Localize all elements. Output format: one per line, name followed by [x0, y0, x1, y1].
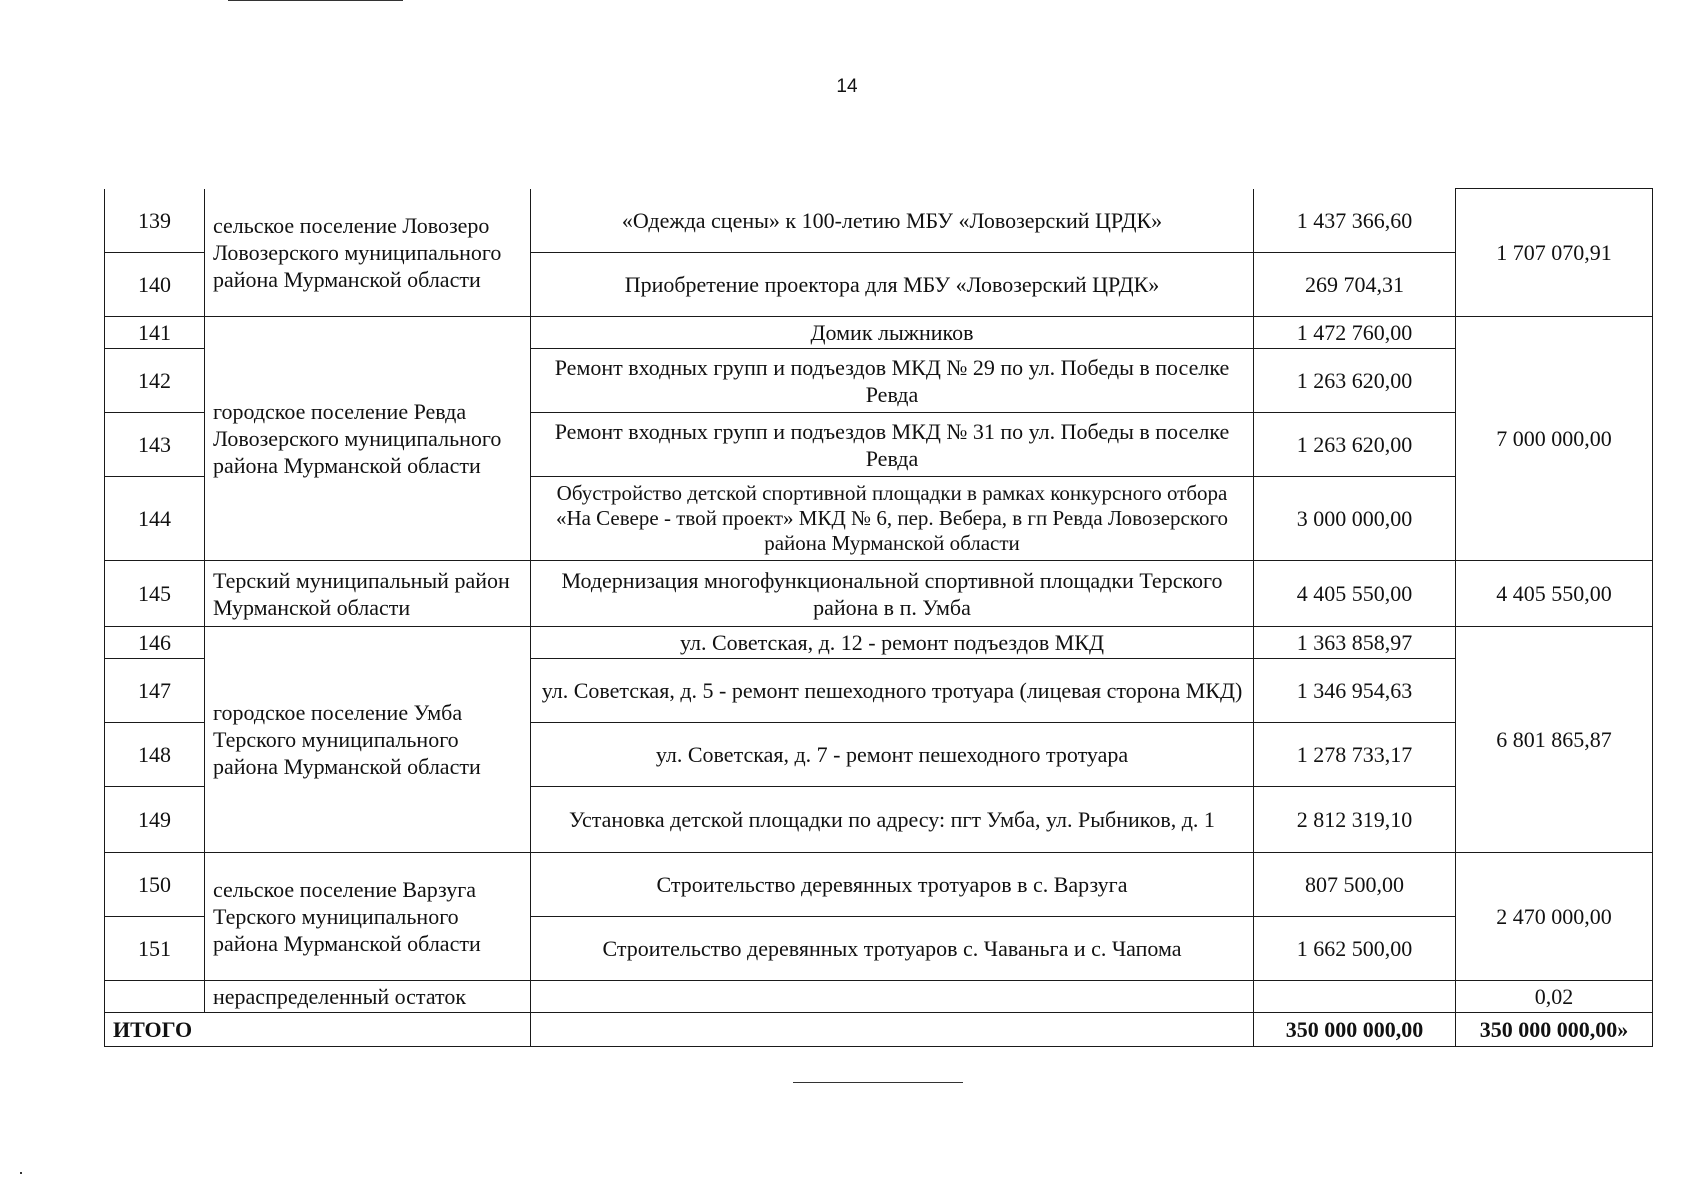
group-total: 1 707 070,91 — [1456, 189, 1653, 317]
table-row — [105, 561, 1653, 627]
project-description: Домик лыжников — [531, 317, 1254, 349]
table-row — [105, 317, 1653, 349]
project-amount: 1 437 366,60 — [1254, 189, 1456, 253]
project-amount: 1 278 733,17 — [1254, 723, 1456, 787]
project-description: ул. Советская, д. 7 - ремонт пешеходного тротуара — [531, 723, 1254, 787]
row-number: 151 — [105, 917, 205, 981]
project-amount: 1 263 620,00 — [1254, 413, 1456, 477]
municipality-cell: сельское поселение Варзуга Терского муниципального района Мурманской области — [205, 853, 531, 981]
row-number: 140 — [105, 253, 205, 317]
project-amount: 1 346 954,63 — [1254, 659, 1456, 723]
table-row — [105, 189, 1653, 253]
remainder-label: нераспределенный остаток — [205, 981, 531, 1013]
itogo-row — [105, 1013, 1653, 1047]
row-number: 141 — [105, 317, 205, 349]
project-description: Строительство деревянных тротуаров с. Чаваньга и с. Чапома — [531, 917, 1254, 981]
table-row — [105, 853, 1653, 917]
municipality-cell: Терский муниципальный район Мурманской области — [205, 561, 531, 627]
itogo-total: 350 000 000,00» — [1456, 1013, 1653, 1047]
project-description: Установка детской площадки по адресу: пгт Умба, ул. Рыбников, д. 1 — [531, 787, 1254, 853]
remainder-row — [105, 981, 1653, 1013]
project-description: ул. Советская, д. 12 - ремонт подъездов МКД — [531, 627, 1254, 659]
group-total: 2 470 000,00 — [1456, 853, 1653, 981]
project-description: Приобретение проектора для МБУ «Ловозерский ЦРДК» — [531, 253, 1254, 317]
project-description: Строительство деревянных тротуаров в с. Варзуга — [531, 853, 1254, 917]
row-number: 146 — [105, 627, 205, 659]
scan-speck — [20, 1172, 22, 1174]
bottom-rule — [793, 1082, 963, 1083]
group-total: 6 801 865,87 — [1456, 627, 1653, 853]
itogo-label: ИТОГО — [105, 1013, 531, 1047]
row-number: 143 — [105, 413, 205, 477]
group-total: 4 405 550,00 — [1456, 561, 1653, 627]
project-amount: 1 662 500,00 — [1254, 917, 1456, 981]
top-rule — [228, 0, 403, 1]
project-description: Обустройство детской спортивной площадки в рамках конкурсного отбора «На Севере - твой проект» МКД № 6, пер. Вебера, в гп Ревда Ловозерского района Мурманской области — [531, 477, 1254, 561]
project-amount: 2 812 319,10 — [1254, 787, 1456, 853]
group-total: 7 000 000,00 — [1456, 317, 1653, 561]
row-number: 144 — [105, 477, 205, 561]
municipality-cell: городское поселение Ревда Ловозерского муниципального района Мурманской области — [205, 317, 531, 561]
allocation-table — [104, 188, 1653, 1047]
row-number: 142 — [105, 349, 205, 413]
row-number: 147 — [105, 659, 205, 723]
row-number: 145 — [105, 561, 205, 627]
municipality-cell: сельское поселение Ловозеро Ловозерского муниципального района Мурманской области — [205, 189, 531, 317]
project-amount: 269 704,31 — [1254, 253, 1456, 317]
project-description: «Одежда сцены» к 100-летию МБУ «Ловозерский ЦРДК» — [531, 189, 1254, 253]
project-description: ул. Советская, д. 5 - ремонт пешеходного тротуара (лицевая сторона МКД) — [531, 659, 1254, 723]
project-amount: 3 000 000,00 — [1254, 477, 1456, 561]
project-description: Модернизация многофункциональной спортивной площадки Терского района в п. Умба — [531, 561, 1254, 627]
row-number: 150 — [105, 853, 205, 917]
project-amount: 1 472 760,00 — [1254, 317, 1456, 349]
row-number: 148 — [105, 723, 205, 787]
table-row — [105, 627, 1653, 659]
row-number: 149 — [105, 787, 205, 853]
project-description: Ремонт входных групп и подъездов МКД № 31 по ул. Победы в поселке Ревда — [531, 413, 1254, 477]
municipality-cell: городское поселение Умба Терского муниципального района Мурманской области — [205, 627, 531, 853]
project-amount: 1 263 620,00 — [1254, 349, 1456, 413]
project-description: Ремонт входных групп и подъездов МКД № 29 по ул. Победы в поселке Ревда — [531, 349, 1254, 413]
project-amount: 807 500,00 — [1254, 853, 1456, 917]
remainder-total: 0,02 — [1456, 981, 1653, 1013]
itogo-amount: 350 000 000,00 — [1254, 1013, 1456, 1047]
project-amount: 4 405 550,00 — [1254, 561, 1456, 627]
page-number: 14 — [836, 76, 858, 97]
project-amount: 1 363 858,97 — [1254, 627, 1456, 659]
row-number: 139 — [105, 189, 205, 253]
